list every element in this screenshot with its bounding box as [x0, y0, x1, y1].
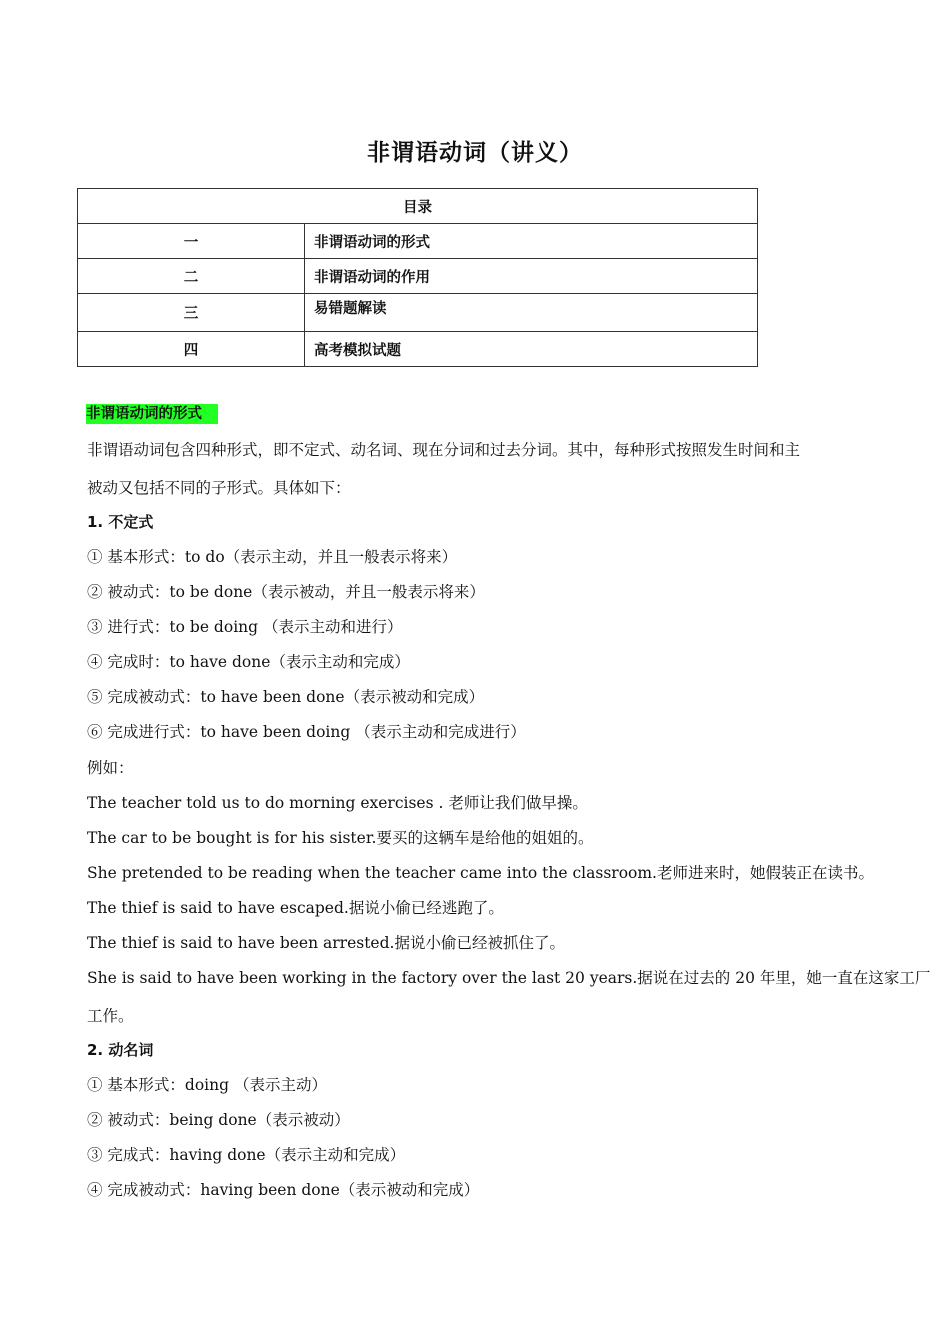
gerund-form: ④ 完成被动式：having been done（表示被动和完成）: [87, 1181, 480, 1199]
toc-header-row: [78, 189, 758, 224]
toc-header: 目录: [78, 189, 758, 224]
toc-number: 一: [78, 224, 305, 259]
page-title: 非谓语动词（讲义）: [367, 140, 583, 166]
toc-item: 易错题解读: [305, 294, 758, 332]
table-of-contents: [77, 188, 758, 367]
gerund-form: ② 被动式：being done（表示被动）: [87, 1111, 350, 1129]
intro-paragraph-line: 非谓语动词包含四种形式，即不定式、动名词、现在分词和过去分词。其中，每种形式按照发生时间和主: [87, 441, 801, 459]
example-sentence: The thief is said to have escaped.据说小偷已经逃跑了。: [87, 899, 504, 917]
example-label: 例如：: [87, 759, 134, 777]
infinitive-heading: 1. 不定式: [87, 513, 154, 531]
toc-number: 三: [78, 294, 305, 332]
example-sentence: She is said to have been working in the factory over the last 20 years.据说在过去的 20 年里，她一直在这家工厂: [87, 969, 931, 987]
example-sentence: 工作。: [87, 1007, 134, 1025]
gerund-form: ③ 完成式：having done（表示主动和完成）: [87, 1146, 406, 1164]
toc-row: [78, 294, 758, 332]
infinitive-form: ⑥ 完成进行式：to have been doing （表示主动和完成进行）: [87, 723, 526, 741]
toc-row: [78, 332, 758, 367]
example-sentence: The thief is said to have been arrested.据说小偷已经被抓住了。: [87, 934, 565, 952]
infinitive-form: ④ 完成时：to have done（表示主动和完成）: [87, 653, 410, 671]
toc-item: 高考模拟试题: [305, 332, 758, 367]
intro-paragraph-line: 被动又包括不同的子形式。具体如下：: [87, 479, 351, 497]
example-sentence: The car to be bought is for his sister.要买的这辆车是给他的姐姐的。: [87, 829, 594, 847]
gerund-form: ① 基本形式：doing （表示主动）: [87, 1076, 327, 1094]
example-sentence: She pretended to be reading when the teacher came into the classroom.老师进来时，她假装正在读书。: [87, 864, 874, 882]
infinitive-form: ① 基本形式：to do（表示主动，并且一般表示将来）: [87, 548, 458, 566]
toc-item: 非谓语动词的形式: [305, 224, 758, 259]
toc-number: 四: [78, 332, 305, 367]
infinitive-form: ③ 进行式：to be doing （表示主动和进行）: [87, 618, 403, 636]
toc-row: [78, 259, 758, 294]
infinitive-form: ② 被动式：to be done（表示被动，并且一般表示将来）: [87, 583, 485, 601]
toc-number: 二: [78, 259, 305, 294]
gerund-heading: 2. 动名词: [87, 1041, 154, 1059]
toc-item: 非谓语动词的作用: [305, 259, 758, 294]
infinitive-form: ⑤ 完成被动式：to have been done（表示被动和完成）: [87, 688, 485, 706]
example-sentence: The teacher told us to do morning exercises . 老师让我们做早操。: [87, 794, 588, 812]
section-heading-highlight: 非谓语动词的形式: [86, 404, 218, 424]
toc-row: [78, 224, 758, 259]
